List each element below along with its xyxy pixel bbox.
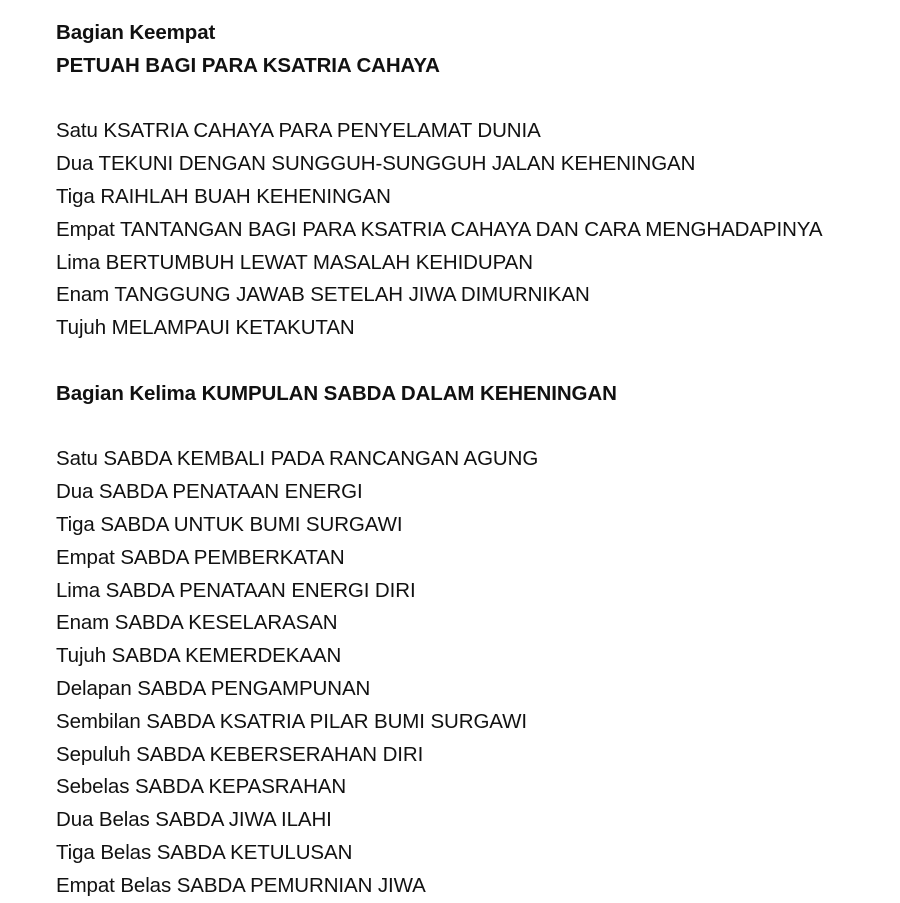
list-item: Tiga RAIHLAH BUAH KEHENINGAN: [56, 184, 391, 208]
list-item: Empat TANTANGAN BAGI PARA KSATRIA CAHAYA DAN CARA MENGHADAPINYA: [56, 217, 823, 241]
list-item: Delapan SABDA PENGAMPUNAN: [56, 676, 371, 700]
part4-heading: Bagian Keempat: [56, 21, 216, 44]
document-page: [56, 17, 896, 903]
list-item: Sepuluh SABDA KEBERSERAHAN DIRI: [56, 742, 424, 766]
list-item: Tujuh SABDA KEMERDEKAAN: [56, 644, 342, 668]
list-item: Lima SABDA PENATAAN ENERGI DIRI: [56, 578, 416, 602]
list-item: Satu KSATRIA CAHAYA PARA PENYELAMAT DUNIA: [56, 119, 541, 143]
part5-list: [56, 443, 896, 902]
list-item: Tujuh MELAMPAUI KETAKUTAN: [56, 316, 355, 340]
list-item: Enam TANGGUNG JAWAB SETELAH JIWA DIMURNIKAN: [56, 283, 590, 307]
part4-title: PETUAH BAGI PARA KSATRIA CAHAYA: [56, 53, 440, 77]
list-item: Tiga SABDA UNTUK BUMI SURGAWI: [56, 512, 403, 536]
list-item: Dua SABDA PENATAAN ENERGI: [56, 480, 363, 504]
part4-list: [56, 115, 896, 345]
spacer: [56, 411, 896, 444]
list-item: Empat SABDA PEMBERKATAN: [56, 545, 345, 569]
list-item: Dua Belas SABDA JIWA ILAHI: [56, 808, 332, 832]
list-item: Sembilan SABDA KSATRIA PILAR BUMI SURGAWI: [56, 709, 527, 733]
list-item: Tiga Belas SABDA KETULUSAN: [56, 840, 353, 864]
part5-heading: Bagian Kelima KUMPULAN SABDA DALAM KEHENINGAN: [56, 381, 617, 405]
list-item: Satu SABDA KEMBALI PADA RANCANGAN AGUNG: [56, 447, 539, 471]
list-item: Enam SABDA KESELARASAN: [56, 611, 338, 635]
spacer: [56, 345, 896, 378]
list-item: Empat Belas SABDA PEMURNIAN JIWA: [56, 873, 426, 897]
list-item: Dua TEKUNI DENGAN SUNGGUH-SUNGGUH JALAN KEHENINGAN: [56, 152, 696, 176]
list-item: Sebelas SABDA KEPASRAHAN: [56, 775, 347, 799]
spacer: [56, 83, 896, 116]
list-item: Lima BERTUMBUH LEWAT MASALAH KEHIDUPAN: [56, 250, 533, 274]
